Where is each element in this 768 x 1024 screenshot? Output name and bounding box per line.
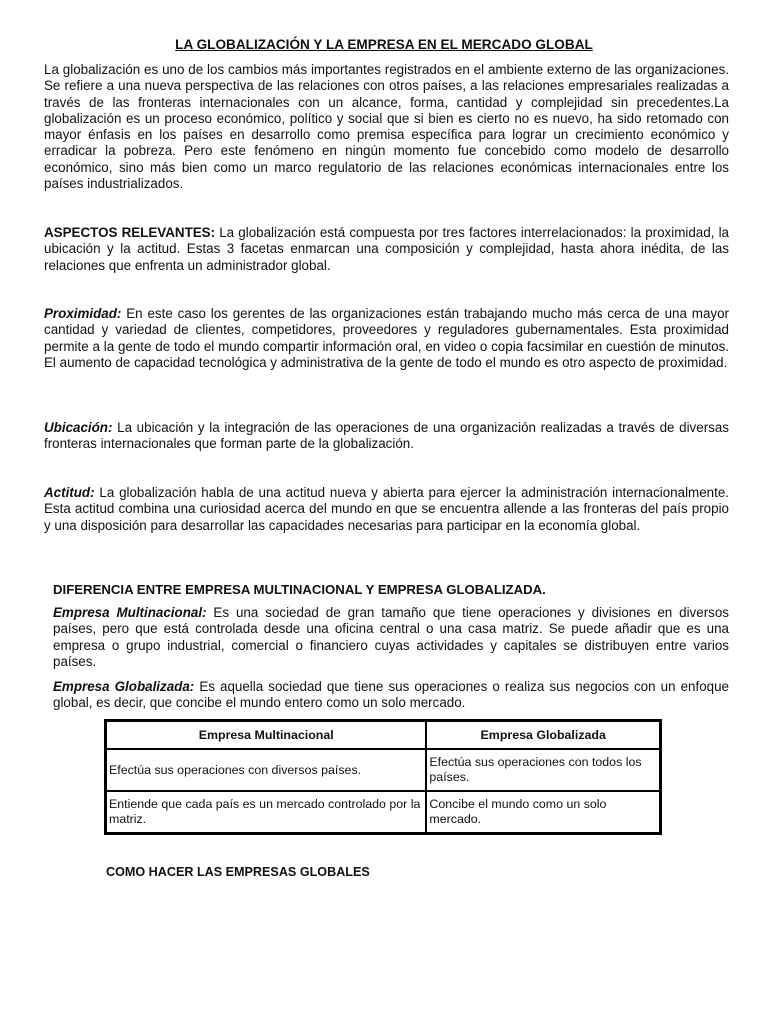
actitud-text: La globalización habla de una actitud nueva y abierta para ejercer la administración internacionalmente. Esta actitud combina una curiosidad acerca del mundo en que se encuentra allende a las fronteras del país propio y una disposición para desarrollar las capacidades necesarias para participar en la economía global. [44, 485, 729, 533]
como-heading: COMO HACER LAS EMPRESAS GLOBALES [106, 865, 370, 879]
table-header-row [106, 721, 660, 749]
proximidad-label: Proximidad: [44, 306, 122, 321]
comparison-table [104, 719, 662, 835]
intro-paragraph: La globalización es uno de los cambios más importantes registrados en el ambiente externo de las organizaciones. Se refiere a una nueva perspectiva de las relaciones con otros países, a las relaciones empresariales realizadas a través de las fronteras internacionales con un alcance, forma, cantidad y complejidad sin precedentes.La globalización es un proceso económico, político y social que si bien es cierto no es nuevo, ha sido retomado con mayor énfasis en los países en desarrollo como premisa específica para lograr un crecimiento económico y erradicar la pobreza. Pero este fenómeno en ningún momento fue concebido como modelo de desarrollo económico, sino más bien como un marco regulatorio de las relaciones económicas internacionales entre los países industrializados. [44, 62, 729, 192]
ubicacion-text: La ubicación y la integración de las operaciones de una organización realizadas a través de diversas fronteras internacionales que forman parte de la globalización. [44, 420, 729, 452]
table-cell: Concibe el mundo como un solo mercado. [426, 791, 660, 833]
actitud-paragraph [44, 485, 729, 534]
document-title: LA GLOBALIZACIÓN Y LA EMPRESA EN EL MERCADO GLOBAL [175, 37, 593, 52]
aspectos-paragraph [44, 225, 729, 274]
table-header-multinacional: Empresa Multinacional [106, 721, 426, 749]
multinacional-label: Empresa Multinacional: [53, 605, 207, 620]
actitud-label: Actitud: [44, 485, 95, 500]
multinacional-paragraph [53, 605, 729, 670]
table-row [106, 791, 660, 833]
diferencia-heading: DIFERENCIA ENTRE EMPRESA MULTINACIONAL Y EMPRESA GLOBALIZADA. [53, 582, 546, 597]
ubicacion-paragraph [44, 420, 729, 453]
globalizada-label: Empresa Globalizada: [53, 679, 195, 694]
table-cell: Entiende que cada país es un mercado controlado por la matriz. [106, 791, 426, 833]
proximidad-text: En este caso los gerentes de las organizaciones están trabajando mucho más cerca de una mayor cantidad y variedad de clientes, competidores, proveedores y reguladores gubernamentales. Esta proximidad permite a la gente de todo el mundo compartir información oral, en video o copia facsimilar en cuestión de minutos. El aumento de capacidad tecnológica y administrativa de la gente de todo el mundo es otro aspecto de proximidad. [44, 306, 729, 370]
aspectos-label: ASPECTOS RELEVANTES: [44, 225, 216, 240]
proximidad-paragraph [44, 306, 729, 371]
table-cell: Efectúa sus operaciones con diversos países. [106, 749, 426, 791]
globalizada-text: Es aquella sociedad que tiene sus operaciones o realiza sus negocios con un enfoque global, es decir, que concibe el mundo entero como un solo mercado. [53, 679, 729, 711]
table-header-globalizada: Empresa Globalizada [426, 721, 660, 749]
aspectos-text: La globalización está compuesta por tres factores interrelacionados: la proximidad, la ubicación y la actitud. Estas 3 facetas enmarcan una composición y complejidad, hasta ahora inédita, de las relaciones que enfrenta un administrador global. [44, 225, 729, 273]
globalizada-paragraph [53, 679, 729, 712]
ubicacion-label: Ubicación: [44, 420, 113, 435]
table-cell: Efectúa sus operaciones con todos los países. [426, 749, 660, 791]
table-row [106, 749, 660, 791]
multinacional-text: Es una sociedad de gran tamaño que tiene operaciones y divisiones en diversos países, pero que está controlada desde una oficina central o una casa matriz. Se puede añadir que es una empresa o grupo industrial, comercial o financiero cuyas actividades y capitales se distribuyen entre varios países. [53, 605, 729, 669]
